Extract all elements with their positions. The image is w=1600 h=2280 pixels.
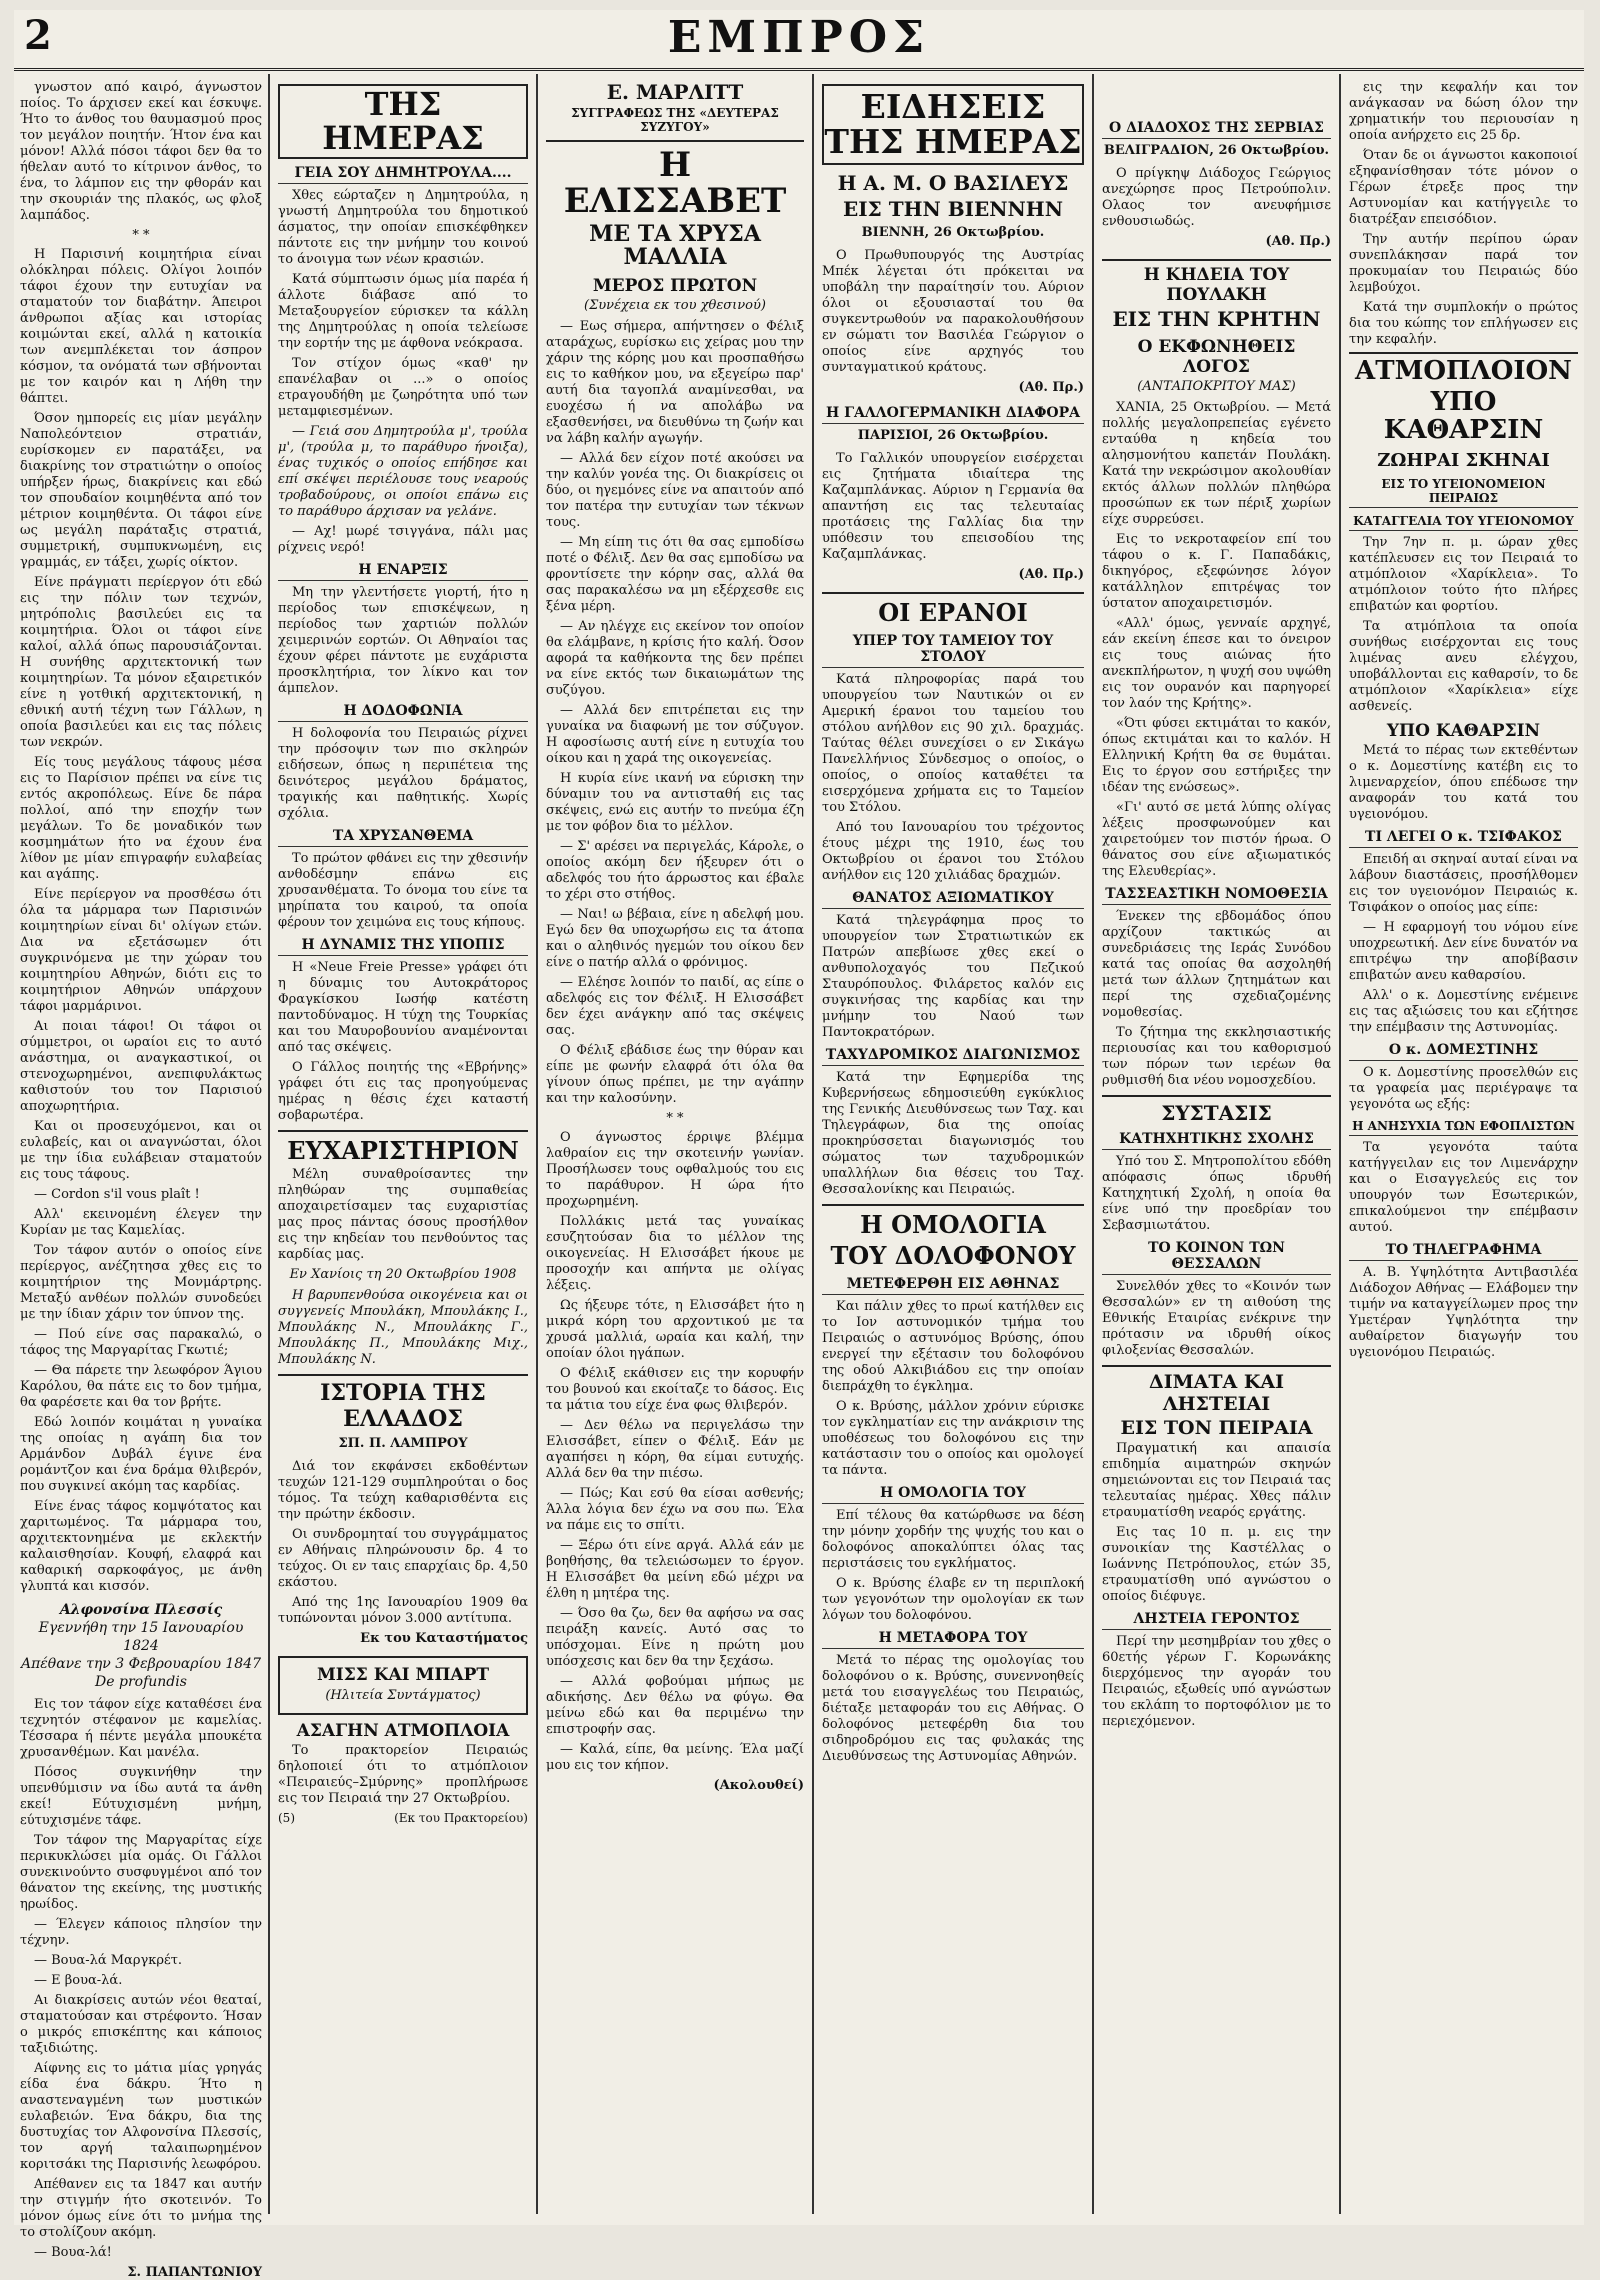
headline: ΤΑ ΧΡΥΣΑΝΘΕΜΑ bbox=[278, 828, 528, 847]
dialog-line: — Θα πάρετε την λεωφόρον Άγιου Καρόλου, θα πάτε εις το δον τμήμα, θα φαρέσετε και θα τον βρήτε. bbox=[20, 1363, 262, 1410]
headline: Η ΜΕΤΑΦΟΡΑ ΤΟΥ bbox=[822, 1630, 1084, 1649]
paragraph: Είνε περίεργον να προσθέσω ότι όλα τα μάρμαρα των Παρισινών κοιμητηρίων είναι δι' ολίγων ετών. Δια να εξετάσωμεν ότι συγκρινόμενα με την χώραν του κοιμητηρίου Αθηνών, διότι εις το κοιμητήριον Αθηνών υπάρχουν τάφοι μαρμάρινοι. bbox=[20, 887, 262, 1014]
paragraph: Αλλ' ο κ. Δομεστίνης ενέμεινε εις τας αξιώσεις του και εζήτησε την επέμβασιν της Αστυνομίας. bbox=[1349, 987, 1578, 1035]
dialog-line: — Πού είνε σας παρακαλώ, ο τάφος της Μαργαρίτας Γκωτιέ; bbox=[20, 1327, 262, 1358]
thanks-names: Η βαρυπενθούσα οικογένεια και οι συγγενείς Μπουλάκη, Μπουλάκης Ι., Μπουλάκης Ν., Μπουλάκης Γ., Μπουλάκης Π., Μπουλάκης Μιχ., Μπουλάκης Ν. bbox=[278, 1288, 528, 1368]
paragraph: Τα ατμόπλοια τα οποία συνήθως εισέρχονται εις τους λιμένας ανευ ελέγχου, υποβάλλονται εις καθαρσίν, το δε ατμόπλοιον «Χαρίκλεια» είχε ασθενείς. bbox=[1349, 618, 1578, 714]
paragraph: Την αυτήν περίπου ώραν συνεπλάκησαν παρά τον προκυμαίαν του Πειραιώς δύο λεμβούχοι. bbox=[1349, 232, 1578, 295]
paragraph: — Αχ! μωρέ τσιγγάνα, πάλι μας ρίχνεις νερό! bbox=[278, 524, 528, 556]
headline: Η ΔΥΝΑΜΙΣ ΤΗΣ ΥΠΟΠΙΣ bbox=[278, 937, 528, 956]
paragraph: Κατά πληροφορίας παρά του υπουργείου των Ναυτικών οι εν Αμερική έρανοι του ταμείου του στόλου ανήλθον εις 90 χιλ. δραχμάς. Ταύτας θέλει συνεχίσει ο εν Σικάγω Πανελλήνιος Σύνδεσμος ο οποίος, ο οποίος, ο οποίος καταθέτει τα εισερχόμενα χρήματα εις το Ταμείον του Στόλου. bbox=[822, 672, 1084, 816]
column-1-cemetery-article bbox=[14, 80, 268, 2280]
novel-title-2: ΜΕ ΤΑ ΧΡΥΣΑ ΜΑΛΛΙΑ bbox=[589, 221, 761, 271]
paragraph: — Ελέησε λοιπόν το παιδί, ας είπε ο αδελφός εις τον Φέλιξ. Η Ελισσάβετ δεν έχει ανάγκην από τας σκέψεις σας. bbox=[546, 974, 804, 1038]
paragraph: — Αν ηλέγχε εις εκείνον τον οποίον θα ελάμβανε, η κρίσις ήτο καλή. Όσον αφορά τα καθήκοντα της δεν πρέπει να είνε εκτός των δικαιωμάτων της συζύγου. bbox=[546, 618, 804, 698]
paragraph: Είνε ένας τάφος κομψότατος και χαριτωμένος. Τα μάρμαρα του, αρχιτεκτονημένα με εκλεκτήν καλαισθησίαν. Κουφή, ελαφρά και καθαρική σαρκοφάγος, με άνθη γλυπτά και κισσόν. bbox=[20, 1499, 262, 1594]
thanks-date: Εν Χανίοις τη 20 Οκτωβρίου 1908 bbox=[289, 1267, 517, 1283]
separator: * * bbox=[132, 228, 150, 243]
paragraph: ΧΑΝΙΑ, 25 Οκτωβρίου. — Μετά πολλής μεγαλοπρεπείας εγένετο ενταύθα η κηδεία του αλησμονήτου καπετάν Πουλάκη. Κατά την νεκρώσιμον ακολουθίαν εκτός άλλων πολλών πληθώρα προσώπων εκ των πέριξ χωρίων είχε συρρεύσει. bbox=[1102, 400, 1331, 527]
headline: ΣΥΣΤΑΣΙΣ bbox=[1102, 1095, 1331, 1125]
paragraph: Και οι προσευχόμενοι, και οι ευλαβείς, και οι αναγνώσται, όλοι με την ίδια ευλάβειαν σταματούν εις τους τάφους. bbox=[20, 1119, 262, 1182]
headline: Η ΔΟΔΟΦΩΝΙΑ bbox=[278, 703, 528, 722]
dialog-line: — Ε βουα-λά. bbox=[34, 1973, 123, 1988]
paragraph: Αι ποιαι τάφοι! Οι τάφοι οι σύμμετροι, οι ωραίοι εις το αυτό ανάστημα, οι αναγκαστικοί, οι στενοχωρημένοι, ανεπιφυλάκτως καθιστούν του τον Παρισιού αποχωρητήρια. bbox=[20, 1019, 262, 1114]
paragraph: Επειδή αι σκηναί αυταί είναι να λάβουν διαστάσεις, προσήλθομεν εις τον υγειονόμον Πειραιώς κ. Τσιφάκον ο οποίος μας είπε: bbox=[1349, 851, 1578, 915]
dialog-line: — Έλεγεν κάποιος πλησίον την τέχνην. bbox=[20, 1917, 262, 1948]
headline: ΤΙ ΛΕΓΕΙ Ο κ. ΤΣΙΦΑΚΟΣ bbox=[1349, 829, 1578, 848]
paragraph: Ο άγνωστος έρριψε βλέμμα λαθραίον εις την σκοτεινήν γωνίαν. Προσήλωσεν τους οφθαλμούς του εις το παράθυρον. Η ώρα ήτο προχωρημένη. bbox=[546, 1129, 804, 1209]
epitaph-born: Εγεννήθη την 15 Ιανουαρίου 1824 bbox=[38, 1620, 244, 1654]
paragraph: Αλλ' εκεινομένη έλεγεν την Κυρίαν με τας Καμελίας. bbox=[20, 1207, 262, 1238]
paragraph: Υπό του Σ. Μητροπολίτου εδόθη απόφασις όπως ιδρυθή Κατηχητική Σχολή, η οποία θα είνε υπό την προεδρίαν του Σεβασμιωτάτου. bbox=[1102, 1154, 1331, 1233]
headline: ΤΟΥ ΔΟΛΟΦΟΝΟΥ bbox=[830, 1241, 1076, 1271]
paragraph: Αίφνης εις το μάτια μίας γρηγάς είδα ένα δάκρυ. Ήτο η αναστεναγμένη των μυστικών ευλαβειών. Ένα δάκρυ, δια της δυστυχίας τον Αλφονσίνα Πλεσσίς, τον αργή ταλαιπωρημένον κοριτσάκι της Παρισινής λεωφόρου. bbox=[20, 2061, 262, 2172]
epitaph-name: Αλφονσίνα Πλεσσίς bbox=[59, 1602, 223, 1618]
verse: — Γειά σου Δημητρούλα μ', τρούλα μ', (τρούλα μ, το παράθυρο ήνοιξα), ένας τυχικός ο οποίος επήδησε και επί σκέψει περιέλουσε τους νεαρούς τροβαδούρους, οι οποίοι επάνω εις το παράθυρο άρχισαν να γελάνε. bbox=[278, 424, 528, 520]
paragraph: Από του Ιανουαρίου του τρέχοντος έτους μέχρι της 1910, έως του Οκτωβρίου οι έρανοι του Στόλου ανήλθον εις 120 χιλιάδας δραχμών. bbox=[822, 820, 1084, 884]
paragraph: Τον τάφον αυτόν ο οποίος είνε περίεργος, ανέζητησα χθες εις το κοιμητήριον της Μονμάρτρης. Μεταξύ ανθέων πολλών συνοδεύει με την ίδιαν χάριν τον ύπνον της. bbox=[20, 1243, 262, 1322]
dialog-line: — Βουα-λά Μαργκρέτ. bbox=[34, 1953, 183, 1968]
paragraph: Μέλη συναθροίσαντες την πληθώραν της συμπαθείας αποχαιρετίσαμεν τας ευχαριστίας μας προς πάντας όσους προσήλθον εις την κηδείαν του πενθούντος τας καρδίας μας. bbox=[278, 1167, 528, 1263]
dateline: ΒΕΛΙΓΡΑΔΙΟΝ, 26 Οκτωβρίου. bbox=[1103, 143, 1330, 158]
section-title: ΤΗΣ ΗΜΕΡΑΣ bbox=[278, 84, 528, 159]
column-4-news bbox=[816, 80, 1090, 2215]
paragraph: Πραγματική και απαισία επιδημία αιματηρών σκηνών σημειώνονται εις τον Πειραιά τας τελευταίας ημέρας. Χθες πάλιν ετραυματίσθη νεαρός εργάτης. bbox=[1102, 1441, 1331, 1520]
paragraph: Ο κ. Δομεστίνης προσελθών εις τα γραφεία μας περιέγραψε τα γεγονότα ως εξής: bbox=[1349, 1064, 1578, 1112]
paragraph: Ο Φέλιξ εκάθισεν εις την κορυφήν του βουνού και εκοίταζε το δάσος. Εις τα μάτια του είχε ένα φως θλιβερόν. bbox=[546, 1365, 804, 1413]
headline: Η ΕΝΑΡΞΙΣ bbox=[278, 562, 528, 581]
paragraph: Διά τον εκφάνσει εκδοθέντων τευχών 121-129 συμπληρούται ο δος τόμος. Τα τεύχη καθαρισθέντα εις την πρώτην έκδοσιν. bbox=[278, 1459, 528, 1523]
paragraph: Το πρακτορείον Πειραιώς δηλοποιεί ότι το ατμόπλοιον «Πειραιεύς–Σμύρνης» προπλήρωσε εις τον Πειραιά την 27 Οκτωβρίου. bbox=[278, 1743, 528, 1807]
paragraph: Ο Πρωθυπουργός της Αυστρίας Μπέκ λέγεται ότι πρόκειται να υποβάλη την παραίτησίν του. Αύριον όλοι οι εξουσιασταί του θα συγκεντρωθούν να παρακολουθήσουν εν σώματι τον Βασιλέα Γεώργιον ο οποίος είνε αρχηγός του συνταγματικού κράτους. bbox=[822, 248, 1084, 376]
paragraph: Ο πρίγκηψ Διάδοχος Γεώργιος ανεχώρησε προς Πετρούπολιν. Ολαος τον ανευφήμισε ενθουσιωδώς. bbox=[1102, 166, 1331, 229]
thanks-title: ΕΥΧΑΡΙΣΤΗΡΙΟΝ bbox=[278, 1130, 528, 1165]
ad2-signature: (Εκ του Πρακτορείου) bbox=[394, 1811, 528, 1826]
headline: ΤΟ ΤΗΛΕΓΡΑΦΗΜΑ bbox=[1349, 1242, 1578, 1261]
paragraph: — Πώς; Και εσύ θα είσαι ασθενής; Άλλα λόγια δεν έχω να σου πω. Έλα να πάμε εις το σπίτι. bbox=[546, 1485, 804, 1533]
paragraph: Επί τέλους θα κατώρθωσε να δέση την μόνην χορδήν της ψυχής του και ο δολοφόνος αποκαλύπτει όλας τας περιστάσεις του εγκλήματος. bbox=[822, 1508, 1084, 1572]
headline: ΤΟ ΚΟΙΝΟΝ ΤΩΝ ΘΕΣΣΑΛΩΝ bbox=[1102, 1240, 1331, 1275]
history-signature: Εκ του Καταστήματος bbox=[360, 1631, 528, 1647]
paragraph: Εις το νεκροταφείον επί του τάφου ο κ. Γ. Παπαδάκις, δικηγόρος, εξεφώνησε λόγον κατάλληλον επιτρέψας τον ύστατον αποχαιρετισμόν. bbox=[1102, 532, 1331, 611]
column-6-news bbox=[1343, 80, 1584, 2215]
headline: ΕΙΣ ΤΗΝ ΚΡΗΤΗΝ bbox=[1112, 307, 1321, 331]
paragraph: Την 7ην π. μ. ώραν χθες κατέπλευσεν εις τον Πειραιά το ατμόπλοιον «Χαρίκλεια». Το ατμόπλοιον τούτο ήτο πλήρες επιβατών και φορτίου. bbox=[1349, 534, 1578, 614]
paragraph: Ως ήξευρε τότε, η Ελισσάβετ ήτο η μικρά κόρη του αρχοντικού με τα χρυσά μαλλιά, ωραία και καλή, την οποίαν όλοι ηγάπων. bbox=[546, 1297, 804, 1361]
headline: ΤΑΣΣΕΑΣΤΙΚΗ ΝΟΜΟΘΕΣΙΑ bbox=[1102, 886, 1331, 905]
headline: ΥΠΟ ΚΑΘΑΡΣΙΝ bbox=[1383, 387, 1544, 445]
headline: ΔΙΜΑΤΑ ΚΑΙ ΛΗΣΤΕΙΑΙ bbox=[1102, 1365, 1331, 1415]
paragraph: Ο κ. Βρύσης έλαβε εν τη περιπλοκή των γεγονότων την ομολογίαν εκ των λόγων του δολοφόνου. bbox=[822, 1576, 1084, 1624]
novel-title-1: Η ΕΛΙΣΣΑΒΕΤ bbox=[546, 140, 804, 219]
paragraph: Συνελθόν χθες το «Κοινόν των Θεσσαλών» εν τη αιθούση της Εθνικής Εταιρίας ενέκρινε την πρότασιν να ιδρυθή οίκος φιλοξενίας Θεσσαλών. bbox=[1102, 1279, 1331, 1358]
paragraph: Το πρώτον φθάνει εις την χθεσινήν ανθοδέσμην επάνω εις χρυσανθέματα. Το όνομα του είνε τα μηρίπατα του καιρού, τα οποία φέρουν τον χειμώνα εις τους κήπους. bbox=[278, 851, 528, 931]
dialog-line: — Βουα-λά! bbox=[34, 2245, 112, 2260]
column-5-news bbox=[1096, 80, 1337, 2215]
headline: Ο ΔΙΑΔΟΧΟΣ ΤΗΣ ΣΕΡΒΙΑΣ bbox=[1102, 120, 1331, 139]
paragraph: γνωστον από καιρό, άγνωστον ποίος. Το άρχισεν εκεί και έσκυψε. Ήτο το άνθος του θαυμασμού προς τον μεγάλον ποιητήν. Ήτον ένα και μόνον! Αλλά πόσοι τάφοι δεν θα το ήθελαν αυτό το κίτρινον άνθος, το ένα, το λάμπον εις την φθοράν και την σκουριάν της πλακός, ως φλοξ λαμπάδος. bbox=[20, 80, 262, 223]
paragraph: Η Παρισινή κοιμητήρια είναι ολόκληραι πόλεις. Ολίγοι λοιπόν τάφοι έχουν την ευτυχίαν να σταματούν τον διαβάτην. Άπειροι άνθρωποι αξίας και ιστορίας κοιμώνται εκεί, αλλά η κατοικία των ανεμπλέκεται τον άσπρον κόσμον, τα ονόματά των σβήνονται με τον καιρόν και η Λήθη την θάπτει. bbox=[20, 247, 262, 406]
headline: ΛΗΣΤΕΙΑ ΓΕΡΟΝΤΟΣ bbox=[1102, 1611, 1331, 1630]
epitaph bbox=[20, 1601, 262, 1691]
paragraph: Οι συνδρομηταί του συγγράμματος εν Αθήναις πληρώνουσιν δρ. 4 το τεύχος. Οι εν ταις επαρχίαις δρ. 4,50 εκάστου. bbox=[278, 1527, 528, 1591]
paragraph: Όσον ημπορείς εις μίαν μεγάλην Ναπολεόντειον στρατιάν, ευρίσκομεν εν παρατάξει, να διακρίνης τον στρατιώτην ο οποίος υπήρξεν ήρως, διακρίνεις και εδώ τον σπουδαίον κοιμηθέντα από τον μέτριον κοιμηθέντα. Οι τάφοι είνε ως μεγάλη παράταξις στρατιά, συμμετρική, συμπυκνωμένη, εις γραμμάς, εν τάξει, χωρίς οίκτον. bbox=[20, 411, 262, 570]
paragraph: Κατά την Εφημερίδα της Κυβερνήσεως εδημοσιεύθη εγκύκλιος της Γενικής Διευθύνσεως των Ταχ. και Τηλεγράφων, δια της οποίας προκηρύσσεται διαγωνισμός του σώματος των ταχυδρομικών υπαλλήλων δια θέσεις του Ταχ. Θεσσαλονίκης και Πειραιώς. bbox=[822, 1070, 1084, 1198]
paragraph: Η «Neue Freie Presse» γράφει ότι η δύναμις του Αυτοκράτορος Φραγκίσκου Ιωσήφ κατέστη παντοδύναμος. Η τύχη της Τουρκίας και του Μαυροβουνίου αναμένονται από τας σκέψεις. bbox=[278, 960, 528, 1056]
quote: — Cordon s'il vous plaît ! bbox=[34, 1187, 200, 1202]
dateline: ΠΑΡΙΣΙΟΙ, 26 Οκτωβρίου. bbox=[857, 428, 1049, 444]
page-number: 2 bbox=[24, 12, 52, 59]
paragraph: — Ναι! ω βέβαια, είνε η αδελφή μου. Εγώ δεν θα υποχωρήσω εις τα άτοπα και ο αληθινός ηγεμών του οίκου δεν είνε ο πατήρ αλλά ο φρόνιμος. bbox=[546, 906, 804, 970]
epitaph-died: Απέθανε την 3 Φεβρουαρίου 1847 bbox=[20, 1656, 262, 1672]
paragraph: — Αλλά δεν είχον ποτέ ακούσει να την καλύν γονέα της. Οι διακρίσεις οι δύο, οι ηγεμόνες είνε να απαιτούν από τον πατέρα την ευτυχίαν των τέκνων τους. bbox=[546, 450, 804, 530]
headline: ΚΑΤΗΧΗΤΙΚΗΣ ΣΧΟΛΗΣ bbox=[1102, 1131, 1331, 1150]
paragraph: Τον στίχον όμως «καθ' ην επανέλαβαν οι ...» ο οποίος ετραγουδήθη με ζωηρότητα υπό των μεταμφιεσμένων. bbox=[278, 356, 528, 420]
news-source: (Αθ. Πρ.) bbox=[1265, 234, 1331, 249]
headline: Η ΟΜΟΛΟΓΙΑ ΤΟΥ bbox=[822, 1485, 1084, 1504]
headline: Ο κ. ΔΟΜΕΣΤΙΝΗΣ bbox=[1349, 1042, 1578, 1061]
headline: Η ΓΑΛΛΟΓΕΡΜΑΝΙΚΗ ΔΙΑΦΟΡΑ bbox=[822, 405, 1084, 424]
paragraph: Το ζήτημα της εκκλησιαστικής περιουσίας και του καθορισμού των πόρων των ιερέων θα ρυθμισθή δια νέου νομοσχεδίου. bbox=[1102, 1025, 1331, 1088]
novel-author: Ε. ΜΑΡΛΙΤΤ bbox=[606, 80, 744, 104]
advertisement bbox=[278, 1656, 528, 1715]
headline: ΑΤΜΟΠΛΟΙΟΝ bbox=[1349, 352, 1578, 385]
paragraph: Η κυρία είνε ικανή να εύρισκη την δύναμιν του να αντισταθή εις τας σκέψεις, ενώ εις αυτήν το πνεύμα έζη με τον φόβον δια το μέλλον. bbox=[546, 770, 804, 834]
ad2-footer bbox=[278, 1811, 528, 1825]
headline: ΥΠΕΡ ΤΟΥ ΤΑΜΕΙΟΥ ΤΟΥ ΣΤΟΛΟΥ bbox=[822, 633, 1084, 668]
headline: ΕΙΣ ΤΟΝ ΠΕΙΡΑΙΑ bbox=[1120, 1417, 1313, 1439]
novel-continued-from: (Συνέχεια εκ του χθεσινού) bbox=[584, 297, 766, 313]
novel-continued: (Ακολουθεί) bbox=[713, 1777, 804, 1793]
correspondent: (ΑΝΤΑΠΟΚΡΙΤΟΥ ΜΑΣ) bbox=[1137, 379, 1296, 394]
headline: ΟΙ ΕΡΑΝΟΙ bbox=[822, 592, 1084, 627]
paragraph: Πολλάκις μετά τας γυναίκας εσυζητούσαν δια το μέλλον της οικογενείας. Η Ελισσάβετ ήκουε με προσοχήν και απήντα με ολίγας λέξεις. bbox=[546, 1213, 804, 1293]
newspaper-page bbox=[14, 10, 1584, 2280]
paragraph: Είνε πράγματι περίεργον ότι εδώ εις την πόλιν των τεχνών, μητρόπολις βασιλεύει εις τα κοιμητήρια. Όλοι οι τάφοι είνε καλοί, αλλά όπως παρουσιάζονται. Η συνήθης αρχιτεκτονική των κοιμητηρίων. Τα μόνον εξαιρετικόν είνε η γοτθική αρχιτεκτονική, η εθνική αυτή τέχνη των Γάλλων, η οποία βασιλεύει και εις τας πόλεις των νεκρών. bbox=[20, 575, 262, 750]
separator: * * bbox=[666, 1110, 684, 1126]
paragraph: Πόσος συγκινήθην την υπενθύμισιν να ίδω αυτά τα άνθη εκεί! Εύτυχισμένη μνήμη, εύτυχισμένε τάφε. bbox=[20, 1765, 262, 1828]
paragraph: — Αλλά φοβούμαι μήπως με αδικήσης. Δεν θέλω να φύγω. Θα μείνω εδώ και θα περιμένω την επιστροφήν σας. bbox=[546, 1673, 804, 1737]
column-2-day-notes bbox=[272, 80, 534, 2215]
paragraph: Τα γεγονότα ταύτα κατήγγειλαν εις τον Λιμενάρχην και ο Εισαγγελεύς εις τον υπουργόν των Εσωτερικών, επικαλούμενοι την επέμβασιν αυτού. bbox=[1349, 1139, 1578, 1235]
column-rule bbox=[268, 74, 270, 2214]
paragraph: «Αλλ' όμως, γενναίε αρχηγέ, εάν εκείνη έπεσε και το όνειρον εις τους αιώνας ήτο ανεκπλήρωτον, η ψυχή σου υψώθη εις τον ουρανόν και παρηγορεί τον λαόν της Κρήτης». bbox=[1102, 616, 1331, 711]
paragraph: Η δολοφονία του Πειραιώς ρίχνει την πρόσοψιν των πιο σκληρών ειδήσεων, όπως η περιπέτεια της δεινότερος μεγάλου δράματος, τραγικής και παθητικής. Χωρίς σχόλια. bbox=[278, 726, 528, 822]
paragraph: — Σ' αρέσει να περιγελάς, Κάρολε, ο οποίος ακόμη δεν ήξευρεν ότι ο αδελφός του ήτο άρρωστος και έβαλε το χέρι στο στήθος. bbox=[546, 838, 804, 902]
paragraph: Ο Φέλιξ εβάδισε έως την θύραν και είπε με φωνήν ελαφρά ότι όλα θα γίνουν όπως πρέπει, με την αγάπην και την καλοσύνην. bbox=[546, 1042, 804, 1106]
column-3-serial-novel bbox=[540, 80, 810, 2215]
paragraph: Τον τάφον της Μαργαρίτας είχε περικυκλώσει μία ομάς. Οι Γάλλοι συνεκινούντο συσφυγμένοι από τον θάνατον της εκείνης, της μυστικής ηρωίδος. bbox=[20, 1833, 262, 1912]
history-author: ΣΠ. Π. ΛΑΜΠΡΟΥ bbox=[338, 1436, 468, 1452]
headline: ΕΙΣ ΤΟ ΥΓΕΙΟΝΟΜΕΙΟΝ ΠΕΙΡΑΙΩΣ bbox=[1349, 477, 1578, 508]
headline: Η ΟΜΟΛΟΓΙΑ bbox=[822, 1204, 1084, 1239]
paragraph: Όταν δε οι άγνωστοι κακοποιοί εξηφανίσθησαν τότε μόνον ο Γέρων έτρεξε προς την Αστυνομίαν και κατήγγειλε το διατρέξαν επεισόδιον. bbox=[1349, 148, 1578, 227]
paragraph: Α. Β. Υψηλότητα Αντιβασιλέα Διάδοχον Αθήνας — Ελάβομεν την τιμήν να καταγγείλωμεν προς την Υμετέραν Υψηλότητα την αυθαίρετον διαγωγήν του υγειονόμου Πειραιώς. bbox=[1349, 1264, 1578, 1360]
paragraph: — Δεν θέλω να περιγελάσω την Ελισσάβετ, είπεν ο Φέλιξ. Εάν με αγαπήσει η κόρη, θα είμαι ευτυχής. Αλλά δεν θα την πιέσω. bbox=[546, 1417, 804, 1481]
ad-title: ΜΙΣΣ ΚΑΙ ΜΠΑΡΤ bbox=[316, 1665, 490, 1686]
paragraph: Εις τας 10 π. μ. εις την συνοικίαν της Καστέλλας ο Ιωάννης Πετρόπουλος, ετών 35, ετραυματίσθη υπό αγνώστου ο οποίος διέφυγε. bbox=[1102, 1525, 1331, 1604]
paragraph: Ο Γάλλος ποιητής της «Εβρήνης» γράφει ότι εις τας προηγούμενας ημέρας η θέσις έχει καταστή σοβαρωτέρα. bbox=[278, 1060, 528, 1124]
headline: ΓΕΙΑ ΣΟΥ ΔΗΜΗΤΡΟΥΛΑ.... bbox=[278, 165, 528, 184]
headline: ΖΩΗΡΑΙ ΣΚΗΝΑΙ bbox=[1377, 449, 1550, 471]
paragraph: «Ότι φύσει εκτιμάται το κακόν, όπως εκτιμάται και το καλόν. Η Ελληνική Κρήτη θα σε θυμάται. Εις το έργον σου εστήριξες την ιδέαν της ενώσεως». bbox=[1102, 716, 1331, 795]
headline: ΜΕΤΕΦΕΡΘΗ ΕΙΣ ΑΘΗΝΑΣ bbox=[822, 1276, 1084, 1295]
column-rule bbox=[1092, 74, 1094, 2214]
paragraph: Μη την γλεντήσετε γιορτή, ήτο η περίοδος των επισκέψεων, η περίοδος των χαρτιών πολλών χειμερινών εορτών. Οι Αθηναίοι τας έχουν φέρει πάντοτε με ευχάριστα προσκλητήρια, τον λίκνο και τον άμπελον. bbox=[278, 585, 528, 697]
paragraph: — Εως σήμερα, απήντησεν ο Φέλιξ αταράχως, ευρίσκω εις χείρας μου την χάριν της κόρης μου και προσπαθήσω εις το καθήκον μου, να εξεγείρω παρ' αυτή δια ταγοπλά αναμίνεσθαι, να ευοχέσω ή να απολάβω να εξασθενήσει, να διευθύνω τη ζωήν και να λάβη καλήν αγωγήν. bbox=[546, 318, 804, 446]
paragraph: — Ξέρω ότι είνε αργά. Αλλά εάν με βοηθήσης, θα τελειώσωμεν το έργον. Η Ελισσάβετ θα μείνη εδώ μέχρι να έλθη η μητέρα της. bbox=[546, 1537, 804, 1601]
paragraph: Μετά το πέρας των εκτεθέντων ο κ. Δομεστίνης κατέβη εις το λιμεναρχείον, όπου επέδωσε την αναφοράν του κατά του υγειονόμου. bbox=[1349, 742, 1578, 822]
paragraph: Ο κ. Βρύσης, μάλλον χρόνιν εύρισκε τον εγκληματίαν εις την ανάκρισιν της υποθέσεως του δολοφόνου εις την κατάστασιν του ο οποίος και ομολογεί τα πάντα. bbox=[822, 1399, 1084, 1479]
paragraph: εις την κεφαλήν και τον ανάγκασαν να δώση όλον την χρηματικήν του περιουσίαν η οποία ανήρχετο εις 25 δρ. bbox=[1349, 80, 1578, 143]
ad2-title: ΑΣΑΓΗΝ ΑΤΜΟΠΛΟΙΑ bbox=[296, 1721, 510, 1742]
article-signature: Σ. ΠΑΠΑΝΤΩΝΙΟΥ bbox=[127, 2265, 262, 2280]
paragraph: Απέθανεν εις τα 1847 και αυτήν την στιγμήν ήτο σκοτεινόν. Το μόνον όμως είνε ότι το μνήμα της το στολίζουν ακόμη. bbox=[20, 2177, 262, 2240]
paragraph: — Μη είπη τις ότι θα σας εμποδίσω ποτέ ο Φέλιξ. Δεν θα σας εμποδίσω να φροντίσετε την κόρην σας, αλλά θα σας παρακαλέσω να μη εξέρχεσθε εις ξένα μέρη. bbox=[546, 534, 804, 614]
paragraph: Αι διακρίσεις αυτών νέοι θεαταί, σταματούσαν και στρέφοντο. Ήσαν ο μικρός επισκέπτης και κάποιος ταξιδιώτης. bbox=[20, 1993, 262, 2056]
news-source: (Αθ. Πρ.) bbox=[1018, 567, 1084, 583]
headline: ΚΑΤΑΓΓΕΛΙΑ ΤΟΥ ΥΓΕΙΟΝΟΜΟΥ bbox=[1349, 514, 1578, 531]
paragraph: Και πάλιν χθες το πρωί κατήλθεν εις το Ιον αστυνομικόν τμήμα του Πειραιώς ο αστυνόμος Βρύσης, όπου ενεργεί την εξέτασιν του δολοφόνου της οδού Αλκιβιάδου εις την οποίαν διεπράχθη το έγκλημα. bbox=[822, 1299, 1084, 1395]
news-section-title: ΕΙΔΗΣΕΙΣ ΤΗΣ ΗΜΕΡΑΣ bbox=[822, 84, 1084, 165]
paragraph: Κατά την συμπλοκήν ο πρώτος δια του κώπης τον επλήγωσεν εις την κεφαλήν. bbox=[1349, 300, 1578, 347]
paragraph: — Αλλά δεν επιτρέπεται εις την γυναίκα να διαφωνή με τον σύζυγον. Η αφοσίωσις αυτή είνε η ευτυχία του οίκου και η χαρά της οικογενείας. bbox=[546, 702, 804, 766]
newspaper-name: ΕΜΠΡΟΣ bbox=[667, 12, 931, 63]
headline: ΘΑΝΑΤΟΣ ΑΞΙΩΜΑΤΙΚΟΥ bbox=[822, 890, 1084, 909]
headline: ΥΠΟ ΚΑΘΑΡΣΙΝ bbox=[1386, 720, 1541, 741]
paragraph: — Καλά, είπε, θα μείνης. Έλα μαζί μου εις τον κήπον. bbox=[546, 1741, 804, 1773]
paragraph: Εδώ λοιπόν κοιμάται η γυναίκα της οποίας η αγάπη δια τον Αρμάνδον Δυβάλ έγινε ένα ρομάντζον και ένα δράμα θλιβερόν, που συγκινεί ακόμη τας καρδίας. bbox=[20, 1415, 262, 1494]
paragraph: Από της 1ης Ιανουαρίου 1909 θα τυπώνονται μόνον 3.000 αντίτυπα. bbox=[278, 1595, 528, 1627]
headline: Η ΚΗΔΕΙΑ ΤΟΥ ΠΟΥΛΑΚΗ bbox=[1102, 259, 1331, 305]
paragraph: Το Γαλλικόν υπουργείον εισέρχεται εις ζητήματα ιδιαίτερα της Καζαμπλάνκας. Αύριον η Γερμανία θα απαντήση εις τας τελευταίας προτάσεις της Γαλλίας δια την υπόθεσιν του επεισοδίου της Καζαμπλάνκας. bbox=[822, 451, 1084, 563]
paragraph: Περί την μεσημβρίαν του χθες ο 60ετής γέρων Γ. Κορωνάκης διερχόμενος την αγοράν του Πειραιώς, εξωθείς υπό αγνώστων του εκλάπη το πορτοφόλιον με το περιεχόμενον. bbox=[1102, 1634, 1331, 1729]
dateline: ΒΙΕΝΝΗ, 26 Οκτωβρίου. bbox=[861, 225, 1045, 241]
novel-part: ΜΕΡΟΣ ΠΡΩΤΟΝ bbox=[592, 275, 758, 296]
paragraph: Χθες εώρταζεν η Δημητρούλα, η γνωστή Δημητρούλα του δημοτικού άσματος, την οποίαν επισκέφθηκεν πάντοτε εις την μνήμην του κοινού το άνοιγμα των νέων κρασιών. bbox=[278, 188, 528, 268]
masthead bbox=[14, 10, 1584, 71]
novel-author-subtitle: ΣΥΓΓΡΑΦΕΩΣ ΤΗΣ «ΔΕΥΤΕΡΑΣ ΣΥΖΥΓΟΥ» bbox=[571, 106, 779, 134]
epitaph-prayer: De profundis bbox=[95, 1674, 187, 1690]
paragraph: «Γι' αυτό σε μετά λύπης ολίγας λέξεις προσφωνούμεν και χαιρετούμεν τον πιστόν ήρωα. Ο θάνατος σου είνε αξιωματικός της Ελευθερίας». bbox=[1102, 800, 1331, 879]
paragraph: — Η εφαρμογή του νόμου είνε υποχρεωτική. Δεν είνε δυνατόν να επιτρέψω την αποβίβασιν επιβατών ανευ καθαρσίου. bbox=[1349, 919, 1578, 983]
paragraph: Ένεκεν της εβδομάδος όπου αρχίζουν τακτικώς αι συνεδριάσεις της Ιεράς Συνόδου κατά τας οποίας θα ασχοληθή μετά των άλλων ζητημάτων και περί της σχεδιαζομένης νομοθεσίας. bbox=[1102, 909, 1331, 1020]
headline: ΕΙΣ ΤΗΝ ΒΙΕΝΝΗΝ bbox=[843, 197, 1063, 222]
headline: Η ΑΝΗΣΥΧΙΑ ΤΩΝ ΕΦΟΠΛΙΣΤΩΝ bbox=[1349, 1119, 1578, 1136]
paragraph: Κατά τηλεγράφημα προς το υπουργείον των Στρατιωτικών εκ Πατρών απεβίωσε χθες εκεί ο ανθυπολοχαγός του Πεζικού Σταυρόπουλος. Φιλάρετος καλόν εις συγκινήσας της καρδίας και την μνήμην του Ναού των Παντοκρατόρων. bbox=[822, 913, 1084, 1041]
paragraph: Κατά σύμπτωσιν όμως μία παρέα ή άλλοτε διάβασε από το Μεταξουργείον εύρισκεν τα κάλλη της Δημητρούλας η οποία τελείωσε την εορτήν της με άφθονα νεόκρασα. bbox=[278, 272, 528, 352]
headline: Ο ΕΚΦΩΝΗΘΕΙΣ ΛΟΓΟΣ bbox=[1137, 337, 1296, 377]
paragraph: Εις τον τάφον είχε καταθέσει ένα τεχνητόν στέφανον με καμελίας. Τέσσαρα ή πέντε μεγάλα μπουκέτα χρυσανθέμων. Και μανέλα. bbox=[20, 1697, 262, 1760]
paragraph: — Όσο θα ζω, δεν θα αφήσω να σας πειράξη κανείς. Αυτό σας το υπόσχομαι. Είνε η πρώτη μου υπόσχεσις και δεν θα την ξεχάσω. bbox=[546, 1605, 804, 1669]
headline: ΤΑΧΥΔΡΟΜΙΚΟΣ ΔΙΑΓΩΝΙΣΜΟΣ bbox=[822, 1047, 1084, 1066]
paragraph: Είς τους μεγάλους τάφους μέσα εις το Παρίσιον πρέπει να είνε τις εντός ακροπόλεως. Είνε δε πάρα πολλοί, από την εποχήν των μεγάλων. Το δε μοναδικόν των κοσμημάτων ήτο να έχουν ένα λίθον με μίαν επιγραφήν ευλαβείας και αγάπης. bbox=[20, 755, 262, 882]
column-rule bbox=[812, 74, 814, 2214]
news-source: (Αθ. Πρ.) bbox=[1018, 380, 1084, 396]
column-rule bbox=[1339, 74, 1341, 2214]
ad-subtitle: (Ηλιτεία Συντάγματος) bbox=[325, 1688, 481, 1704]
ad2-number: (5) bbox=[278, 1811, 295, 1826]
paragraph: Μετά το πέρας της ομολογίας του δολοφόνου ο κ. Βρύσης, συνεννοηθείς μετά του εισαγγελέως του Πειραιώς, διέταξε μεταφοράν του εις Αθήνας. Ο δολοφόνος μετεφέρθη δια του σιδηροδρόμου εις τας φυλακάς της Διευθύνσεως της Αστυνομίας Αθηνών. bbox=[822, 1653, 1084, 1765]
column-rule bbox=[536, 74, 538, 2214]
headline: Η Α. Μ. Ο ΒΑΣΙΛΕΥΣ bbox=[837, 171, 1069, 196]
history-title: ΙΣΤΟΡΙΑ ΤΗΣ ΕΛΛΑΔΟΣ bbox=[278, 1374, 528, 1432]
